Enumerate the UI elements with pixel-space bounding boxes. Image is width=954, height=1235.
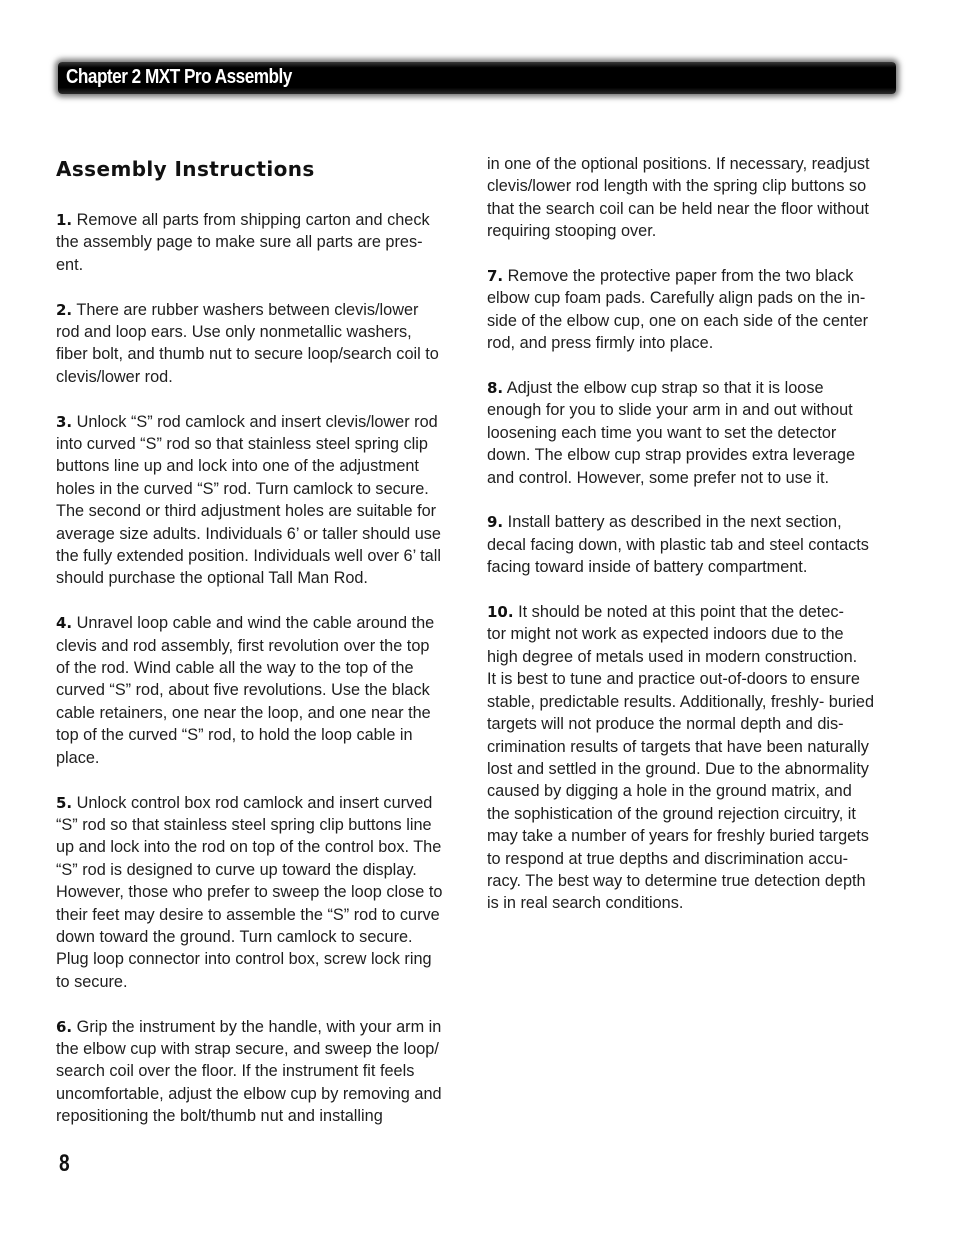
step-text: Grip the instrument by the handle, with your arm in (72, 1017, 442, 1036)
step-text: in one of the optional positions. If necessary, readjust (487, 155, 870, 173)
step-text: stable, predictable results. Additionally, freshly- buried (487, 692, 875, 711)
step-number: 5. (56, 793, 73, 812)
step-text: up and lock into the rod on top of the control box. The (56, 838, 442, 857)
step-text: place. (56, 748, 100, 767)
step-text: The second or third adjustment holes are suitable for (56, 502, 437, 521)
step-text: the sophistication of the ground rejection circuitry, it (487, 804, 856, 823)
step-text: down. The elbow cup strap provides extra leverage (487, 446, 856, 465)
step-text: Unravel loop cable and wind the cable around the (72, 614, 435, 633)
step-8 (487, 377, 902, 489)
step-text: fiber bolt, and thumb nut to secure loop/search coil to (56, 345, 439, 364)
step-number: 8. (487, 379, 504, 398)
step-number: 4. (56, 614, 73, 633)
step-5 (56, 792, 471, 994)
step-text: of the rod. Wind cable all the way to the top of the (56, 659, 414, 678)
step-number: 7. (487, 267, 504, 286)
step-text: uncomfortable, adjust the elbow cup by removing and (56, 1084, 442, 1103)
page-number: 8 (59, 1150, 70, 1177)
step-text: cable retainers, one near the loop, and one near the (56, 703, 431, 722)
step-text: top of the curved “S” rod, to hold the loop cable in (56, 726, 413, 745)
step-text: Unlock control box rod camlock and insert curved (72, 793, 433, 812)
step-text: It is best to tune and practice out-of-doors to ensure (487, 670, 860, 689)
step-text: It should be noted at this point that the detec- (513, 603, 844, 622)
left-column (56, 209, 471, 1150)
step-text: curved “S” rod, about five revolutions. Use the black (56, 681, 430, 700)
step-text: down toward the ground. Turn camlock to secure. (56, 927, 413, 946)
step-number: 3. (56, 412, 73, 431)
step-text: elbow cup foam pads. Carefully align pads on the in- (487, 289, 866, 308)
step-text: “S” rod is designed to curve up toward the display. (56, 860, 417, 879)
step-text: that the search coil can be held near the floor without (487, 199, 869, 218)
step-text: facing toward inside of battery compartment. (487, 558, 808, 577)
step-text: However, those who prefer to sweep the loop close to (56, 883, 443, 902)
step-text: ent. (56, 255, 84, 274)
step-text: repositioning the bolt/thumb nut and installing (56, 1107, 383, 1126)
step-text: crimination results of targets that have been naturally (487, 737, 869, 756)
step-text: Plug loop connector into control box, screw lock ring (56, 950, 432, 969)
step-text: may take a number of years for freshly buried targets (487, 827, 869, 846)
step-text: to respond at true depths and discrimination accu- (487, 849, 849, 868)
right-column (487, 153, 902, 937)
step-text: search coil over the floor. If the instrument fit feels (56, 1062, 415, 1081)
step-text: the fully extended position. Individuals well over 6’ tall (56, 547, 441, 566)
step-2 (56, 299, 471, 389)
step-text: There are rubber washers between clevis/lower (72, 300, 419, 319)
step-text: tor might not work as expected indoors due to the (487, 625, 844, 644)
step-text: enough for you to slide your arm in and out without (487, 401, 853, 420)
step-text: should purchase the optional Tall Man Rod. (56, 569, 368, 588)
step-text: “S” rod so that stainless steel spring clip buttons line (56, 815, 432, 834)
step-text: clevis and rod assembly, first revolution over the top (56, 636, 430, 655)
step-4 (56, 612, 471, 769)
step-text: caused by digging a hole in the ground matrix, and (487, 782, 852, 801)
step-text: buttons line up and lock into one of the adjustment (56, 457, 419, 476)
step-text: Unlock “S” rod camlock and insert clevis/lower rod (72, 412, 438, 431)
step-text: lost and settled in the ground. Due to the abnormality (487, 759, 869, 778)
section-heading: Assembly Instructions (56, 157, 315, 181)
step-text: requiring stooping over. (487, 222, 657, 241)
step-9 (487, 511, 902, 578)
step-text: clevis/lower rod length with the spring clip buttons so (487, 177, 867, 196)
step-text: their feet may desire to assemble the “S” rod to curve (56, 905, 440, 924)
step-text: loosening each time you want to set the detector (487, 423, 837, 442)
step-text: average size adults. Individuals 6’ or taller should use (56, 524, 441, 543)
step-number: 2. (56, 300, 73, 319)
step-text: clevis/lower rod. (56, 367, 173, 386)
step-text: the elbow cup with strap secure, and sweep the loop/ (56, 1039, 439, 1058)
step-text: to secure. (56, 972, 128, 991)
chapter-header-bar (58, 62, 896, 94)
step-text: Remove all parts from shipping carton and check (72, 211, 430, 229)
step-text: racy. The best way to determine true detection depth (487, 871, 866, 890)
step-text: side of the elbow cup, one on each side of the center (487, 311, 869, 330)
step-number: 6. (56, 1017, 73, 1036)
step-7 (487, 265, 902, 355)
step-number: 1. (56, 211, 73, 229)
step-text: Adjust the elbow cup strap so that it is loose (503, 379, 824, 398)
step-text: Remove the protective paper from the two black (503, 267, 854, 286)
step-text: and control. However, some prefer not to use it. (487, 468, 830, 487)
step-6 (56, 1016, 471, 1128)
step-text: decal facing down, with plastic tab and steel contacts (487, 535, 869, 554)
step-number: 10. (487, 603, 514, 622)
step-text: rod and loop ears. Use only nonmetallic washers, (56, 323, 412, 342)
chapter-title: Chapter 2 MXT Pro Assembly (66, 66, 292, 88)
step-text: holes in the curved “S” rod. Turn camlock to secure. (56, 479, 429, 498)
step-3 (56, 411, 471, 590)
step-text: targets will not produce the normal depth and dis- (487, 715, 844, 734)
step-number: 9. (487, 513, 504, 532)
step-6-continued (487, 153, 902, 243)
step-text: the assembly page to make sure all parts are pres- (56, 233, 423, 252)
step-text: into curved “S” rod so that stainless steel spring clip (56, 435, 428, 454)
step-text: is in real search conditions. (487, 894, 684, 913)
step-10 (487, 601, 902, 915)
step-1 (56, 209, 471, 276)
step-text: rod, and press firmly into place. (487, 334, 714, 353)
step-text: high degree of metals used in modern construction. (487, 647, 858, 666)
step-text: Install battery as described in the next section, (503, 513, 842, 532)
